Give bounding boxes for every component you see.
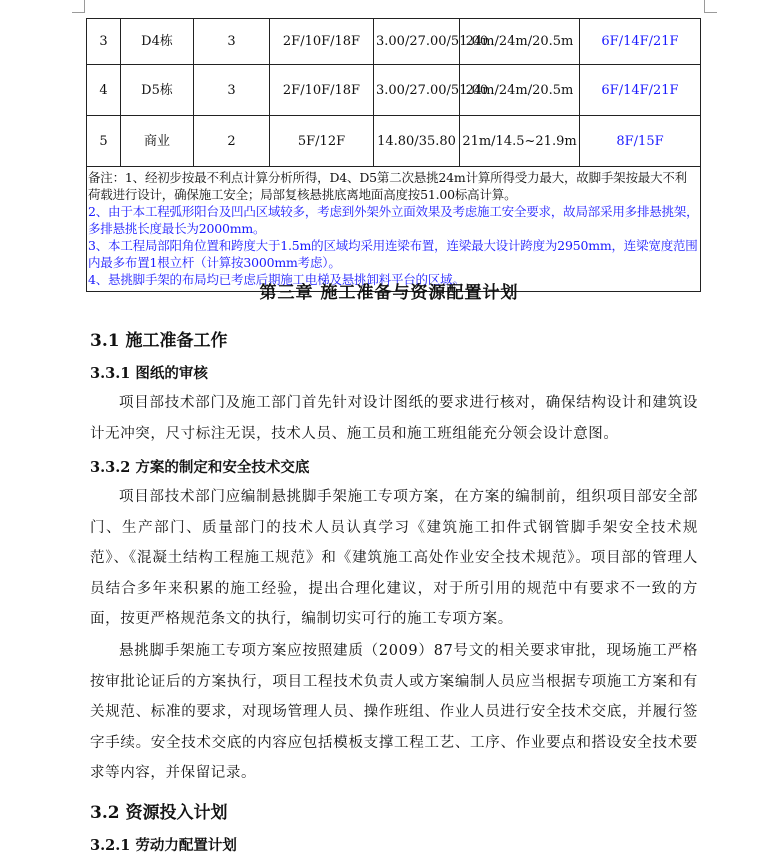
cell-no: 3 bbox=[87, 19, 121, 65]
paragraph-drawing-review: 项目部技术部门及施工部门首先针对设计图纸的要求进行核对，确保结构设计和建筑设计无冲突，尺寸标注无误，技术人员、施工员和施工班组能充分领会设计意图。 bbox=[90, 395, 698, 442]
cell-levels: 6F/14F/21F bbox=[580, 65, 701, 116]
section-heading-3-3-1: 3.3.1 图纸的审核 bbox=[90, 365, 208, 382]
cell-building: D5栋 bbox=[121, 65, 194, 116]
page-corner-mark-right bbox=[704, 0, 717, 13]
cell-floors: 2F/10F/18F bbox=[270, 19, 374, 65]
cell-floors: 2F/10F/18F bbox=[270, 65, 374, 116]
cell-count: 2 bbox=[194, 116, 270, 167]
notes-cell bbox=[87, 167, 701, 292]
note-4: 4、悬挑脚手架的布局均已考虑后期施工电梯及悬挑卸料平台的区域。 bbox=[88, 272, 465, 287]
section-heading-3-3-2: 3.3.2 方案的制定和安全技术交底 bbox=[90, 459, 310, 476]
note-2: 2、由于本工程弧形阳台及凹凸区域较多，考虑到外架外立面效果及考虑施工安全要求，故局部采用多排悬挑架，多排悬挑长度最长为2000mm。 bbox=[88, 204, 699, 236]
cell-count: 3 bbox=[194, 65, 270, 116]
section-heading-3-2: 3.2 资源投入计划 bbox=[90, 803, 228, 823]
cell-building: D4栋 bbox=[121, 19, 194, 65]
chapter-title: 第三章 施工准备与资源配置计划 bbox=[259, 283, 519, 303]
cell-building: 商业 bbox=[121, 116, 194, 167]
cell-no: 4 bbox=[87, 65, 121, 116]
section-heading-3-2-1: 3.2.1 劳动力配置计划 bbox=[90, 837, 237, 854]
cell-floors: 5F/12F bbox=[270, 116, 374, 167]
cell-levels: 6F/14F/21F bbox=[580, 19, 701, 65]
scaffold-table bbox=[86, 18, 701, 292]
page-corner-mark-left bbox=[72, 0, 85, 13]
cell-lengths: 21m/14.5~21.9m bbox=[460, 116, 580, 167]
cell-lengths: 24m/24m/20.5m bbox=[460, 19, 580, 65]
cell-heights: 3.00/27.00/51.00 bbox=[374, 19, 460, 65]
paragraph-plan-approval: 悬挑脚手架施工专项方案应按照建质（2009）87号文的相关要求审批，现场施工严格按审批论证后的方案执行，项目工程技术负责人或方案编制人员应当根据专项施工方案和有关规范、标准的要求，对现场管理人员、操作班组、作业人员进行安全技术交底，并履行签字手续。安全技术交底的内容应包括模板支撑工程工艺、工序、作业要点和搭设安全技术要求等内容，并保留记录。 bbox=[90, 643, 698, 781]
table-notes-row bbox=[87, 167, 701, 292]
cell-heights: 3.00/27.00/51.00 bbox=[374, 65, 460, 116]
note-1: 备注：1、经初步按最不利点计算分析所得，D4、D5第二次悬挑24m计算所得受力最大，故脚手架按最大不利荷载进行设计，确保施工安全；局部复核悬挑底离地面高度按51.00标高计算。 bbox=[88, 170, 687, 202]
cell-count: 3 bbox=[194, 19, 270, 65]
cell-no: 5 bbox=[87, 116, 121, 167]
note-3: 3、本工程局部阳角位置和跨度大于1.5m的区域均采用连梁布置，连梁最大设计跨度为2950mm，连梁宽度范围内最多布置1根立杆（计算按3000mm考虑）。 bbox=[88, 238, 698, 270]
cell-lengths: 24m/24m/20.5m bbox=[460, 65, 580, 116]
cell-levels: 8F/15F bbox=[580, 116, 701, 167]
paragraph-plan-preparation: 项目部技术部门应编制悬挑脚手架施工专项方案，在方案的编制前，组织项目部安全部门、生产部门、质量部门的技术人员认真学习《建筑施工扣件式钢管脚手架安全技术规范》、《混凝土结构工程施工规范》和《建筑施工高处作业安全技术规范》。项目部的管理人员结合多年来积累的施工经验，提出合理化建议，对于所引用的规范中有要求不一致的方面，按更严格规范条文的执行，编制切实可行的施工专项方案。 bbox=[90, 489, 698, 627]
table-row bbox=[87, 65, 701, 116]
table-row bbox=[87, 116, 701, 167]
section-heading-3-1: 3.1 施工准备工作 bbox=[90, 331, 228, 351]
cell-heights: 14.80/35.80 bbox=[374, 116, 460, 167]
table-row bbox=[87, 19, 701, 65]
